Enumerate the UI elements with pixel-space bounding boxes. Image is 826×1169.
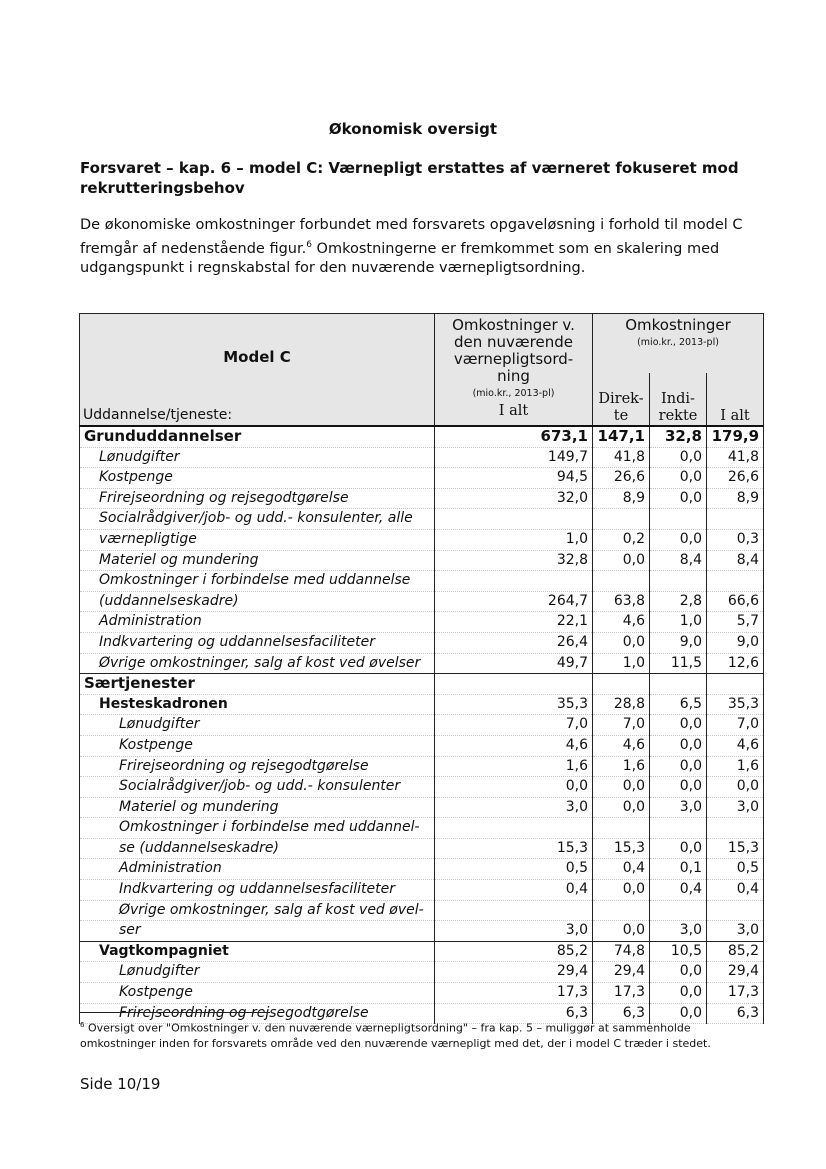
- current-total-label: I alt: [498, 403, 529, 419]
- total-cost-cell: 0,4: [707, 880, 764, 901]
- row-label: Omkostninger i forbindelse med uddannel-: [80, 818, 435, 839]
- row-label: Omkostninger i forbindelse med uddannelse: [80, 571, 435, 592]
- indirect-cost-cell: 0,0: [650, 529, 707, 550]
- indirect-cost-cell: 0,4: [650, 880, 707, 901]
- row-label: Særtjenester: [80, 674, 435, 695]
- total-cost-cell: 4,6: [707, 735, 764, 756]
- current-cost-cell: 7,0: [435, 715, 593, 736]
- cost-group-unit: (mio.kr., 2013-pl): [637, 337, 719, 348]
- footnote: [80, 1018, 750, 1051]
- row-label: Indkvartering og uddannelsesfaciliteter: [80, 880, 435, 901]
- total-cost-cell: 41,8: [707, 447, 764, 468]
- intro-text-b: Omkostningerne er fremkommet som en skalering med udgangspunkt i regnskabstal for den nuværende værnepligtsordning.: [80, 240, 720, 276]
- table-row: [80, 612, 764, 633]
- cost-table: [79, 313, 764, 1024]
- direct-cost-cell: [593, 900, 650, 921]
- indirect-cost-cell: 3,0: [650, 921, 707, 942]
- table-row: [80, 797, 764, 818]
- table-row: [80, 550, 764, 571]
- current-cost-cell: 35,3: [435, 694, 593, 715]
- current-cost-cell: 85,2: [435, 941, 593, 962]
- footnote-divider: [80, 1012, 270, 1013]
- direct-cost-cell: [593, 818, 650, 839]
- section-heading: Forsvaret – kap. 6 – model C: Værnepligt erstattes af værneret fokuseret mod rekrutteringsbehov: [80, 159, 739, 197]
- indirect-cost-cell: 0,0: [650, 838, 707, 859]
- current-cost-cell: 15,3: [435, 838, 593, 859]
- direct-cost-cell: 15,3: [593, 838, 650, 859]
- table-row: [80, 571, 764, 592]
- total-cost-cell: 3,0: [707, 921, 764, 942]
- cost-group-header: [593, 314, 764, 374]
- row-label: Hesteskadronen: [80, 694, 435, 715]
- row-label: ser: [80, 921, 435, 942]
- current-cost-cell: 4,6: [435, 735, 593, 756]
- footnote-text: Oversigt over "Omkostninger v. den nuværende værnepligtsordning" – fra kap. 5 – muliggør at sammenholde omkostninger inden for forsvarets område ved den nuværende værnepligt med det, der i model C træder i stedet.: [80, 1021, 711, 1050]
- total-cost-cell: 0,3: [707, 529, 764, 550]
- indirect-cost-cell: 9,0: [650, 632, 707, 653]
- table-row: [80, 962, 764, 983]
- row-label: Kostpenge: [80, 735, 435, 756]
- total-header: [707, 373, 764, 426]
- page-number: Side 10/19: [80, 1075, 161, 1093]
- row-label: Materiel og mundering: [80, 797, 435, 818]
- row-label: Frirejseordning og rejsegodtgørelse: [80, 488, 435, 509]
- current-cost-cell: 32,8: [435, 550, 593, 571]
- row-label: (uddannelseskadre): [80, 591, 435, 612]
- direct-cost-cell: 4,6: [593, 735, 650, 756]
- table-body: [80, 426, 764, 1024]
- direct-cost-cell: 28,8: [593, 694, 650, 715]
- table-row: [80, 632, 764, 653]
- row-label: Øvrige omkostninger, salg af kost ved øvel-: [80, 900, 435, 921]
- table-row: [80, 818, 764, 839]
- indirect-cost-cell: [650, 818, 707, 839]
- indirect-cost-cell: 10,5: [650, 941, 707, 962]
- direct-cost-cell: 0,2: [593, 529, 650, 550]
- direct-cost-cell: 0,0: [593, 880, 650, 901]
- table-row: [80, 447, 764, 468]
- current-cost-cell: 1,0: [435, 529, 593, 550]
- direct-label: Direk-te: [598, 391, 644, 424]
- total-cost-cell: 17,3: [707, 983, 764, 1004]
- direct-cost-cell: 0,0: [593, 777, 650, 798]
- total-cost-cell: 85,2: [707, 941, 764, 962]
- row-label: se (uddannelseskadre): [80, 838, 435, 859]
- direct-cost-cell: [593, 509, 650, 530]
- indirect-cost-cell: 2,8: [650, 591, 707, 612]
- row-label: Kostpenge: [80, 468, 435, 489]
- direct-cost-cell: 0,0: [593, 550, 650, 571]
- current-cost-cell: [435, 571, 593, 592]
- indirect-cost-cell: 1,0: [650, 612, 707, 633]
- total-cost-cell: [707, 509, 764, 530]
- current-cost-cell: 3,0: [435, 921, 593, 942]
- total-cost-cell: 66,6: [707, 591, 764, 612]
- total-cost-cell: 7,0: [707, 715, 764, 736]
- indirect-cost-cell: 0,0: [650, 488, 707, 509]
- current-cost-unit: (mio.kr., 2013-pl): [472, 388, 555, 399]
- direct-cost-cell: 4,6: [593, 612, 650, 633]
- indirect-cost-cell: 0,0: [650, 983, 707, 1004]
- table-row: [80, 674, 764, 695]
- table-row: [80, 694, 764, 715]
- indirect-header: [650, 373, 707, 426]
- direct-cost-cell: 147,1: [593, 426, 650, 447]
- model-label: Model C: [223, 348, 291, 366]
- indirect-cost-cell: 0,0: [650, 735, 707, 756]
- total-cost-cell: 0,0: [707, 777, 764, 798]
- column-label: Uddannelse/tjeneste:: [83, 407, 233, 423]
- current-cost-cell: 3,0: [435, 797, 593, 818]
- row-label: Øvrige omkostninger, salg af kost ved øvelser: [80, 653, 435, 674]
- total-cost-cell: 1,6: [707, 756, 764, 777]
- direct-cost-cell: 1,6: [593, 756, 650, 777]
- direct-cost-cell: 41,8: [593, 447, 650, 468]
- indirect-cost-cell: 32,8: [650, 426, 707, 447]
- total-cost-cell: [707, 900, 764, 921]
- table-row: [80, 983, 764, 1004]
- direct-cost-cell: [593, 571, 650, 592]
- row-label: Kostpenge: [80, 983, 435, 1004]
- total-cost-cell: 0,5: [707, 859, 764, 880]
- current-cost-cell: 49,7: [435, 653, 593, 674]
- indirect-cost-cell: 0,0: [650, 447, 707, 468]
- page-title: Økonomisk oversigt: [328, 120, 498, 138]
- indirect-cost-cell: 8,4: [650, 550, 707, 571]
- direct-cost-cell: 74,8: [593, 941, 650, 962]
- current-cost-cell: 149,7: [435, 447, 593, 468]
- row-label: Administration: [80, 612, 435, 633]
- total-cost-cell: [707, 818, 764, 839]
- current-cost-cell: 17,3: [435, 983, 593, 1004]
- direct-cost-cell: 7,0: [593, 715, 650, 736]
- row-label: Frirejseordning og rejsegodtgørelse: [80, 756, 435, 777]
- indirect-cost-cell: 0,0: [650, 777, 707, 798]
- table-row: [80, 880, 764, 901]
- current-cost-cell: 29,4: [435, 962, 593, 983]
- total-cost-cell: 8,9: [707, 488, 764, 509]
- direct-cost-cell: 0,0: [593, 632, 650, 653]
- row-label: Indkvartering og uddannelsesfaciliteter: [80, 632, 435, 653]
- table-row: [80, 426, 764, 447]
- row-label: Frirejseordning og rejsegodtgørelse: [80, 1003, 435, 1024]
- row-label: Administration: [80, 859, 435, 880]
- total-cost-cell: 3,0: [707, 797, 764, 818]
- indirect-cost-cell: [650, 674, 707, 695]
- total-cost-cell: 15,3: [707, 838, 764, 859]
- indirect-cost-cell: 6,5: [650, 694, 707, 715]
- current-cost-header: [435, 314, 593, 427]
- total-cost-cell: 26,6: [707, 468, 764, 489]
- direct-cost-cell: 26,6: [593, 468, 650, 489]
- table-row: [80, 653, 764, 674]
- table-header-row: [80, 314, 764, 374]
- indirect-cost-cell: 0,0: [650, 468, 707, 489]
- total-cost-cell: 12,6: [707, 653, 764, 674]
- direct-cost-cell: 0,0: [593, 921, 650, 942]
- direct-cost-cell: 0,4: [593, 859, 650, 880]
- indirect-cost-cell: 0,0: [650, 1003, 707, 1024]
- direct-cost-cell: 1,0: [593, 653, 650, 674]
- current-cost-cell: 264,7: [435, 591, 593, 612]
- row-label: Materiel og mundering: [80, 550, 435, 571]
- direct-cost-cell: 0,0: [593, 797, 650, 818]
- direct-cost-cell: 6,3: [593, 1003, 650, 1024]
- indirect-cost-cell: [650, 900, 707, 921]
- table-row: [80, 468, 764, 489]
- table-row: [80, 900, 764, 921]
- current-cost-cell: [435, 509, 593, 530]
- table-row: [80, 488, 764, 509]
- intro-text-a: De økonomiske omkostninger forbundet med forsvarets opgaveløsning i forhold til model C fremgår af nedenstående figur.: [80, 217, 743, 257]
- indirect-cost-cell: 0,1: [650, 859, 707, 880]
- current-cost-cell: 32,0: [435, 488, 593, 509]
- intro-paragraph: [80, 216, 752, 278]
- current-cost-cell: 6,3: [435, 1003, 593, 1024]
- total-cost-cell: 5,7: [707, 612, 764, 633]
- row-label: Lønudgifter: [80, 962, 435, 983]
- total-cost-cell: [707, 571, 764, 592]
- current-cost-cell: 0,0: [435, 777, 593, 798]
- direct-cost-cell: 29,4: [593, 962, 650, 983]
- indirect-cost-cell: 0,0: [650, 756, 707, 777]
- current-cost-cell: 1,6: [435, 756, 593, 777]
- table-row: [80, 735, 764, 756]
- current-cost-cell: [435, 818, 593, 839]
- indirect-cost-cell: 0,0: [650, 715, 707, 736]
- direct-header: [593, 373, 650, 426]
- table-row: [80, 941, 764, 962]
- table-row: [80, 859, 764, 880]
- indirect-cost-cell: 11,5: [650, 653, 707, 674]
- table-row: [80, 509, 764, 530]
- cost-group-title: Omkostninger: [625, 316, 731, 334]
- current-cost-cell: 22,1: [435, 612, 593, 633]
- direct-cost-cell: 63,8: [593, 591, 650, 612]
- table-row: [80, 715, 764, 736]
- indirect-cost-cell: [650, 509, 707, 530]
- current-cost-title: Omkostninger v. den nuværende værnepligtsord-ning: [452, 316, 575, 385]
- direct-cost-cell: [593, 674, 650, 695]
- footnote-number: 6: [80, 1021, 85, 1029]
- indirect-cost-cell: 3,0: [650, 797, 707, 818]
- table-row: [80, 777, 764, 798]
- cost-table-container: [79, 313, 763, 1024]
- total-cost-cell: 29,4: [707, 962, 764, 983]
- indirect-cost-cell: 0,0: [650, 962, 707, 983]
- total-cost-cell: 6,3: [707, 1003, 764, 1024]
- row-label: Lønudgifter: [80, 715, 435, 736]
- row-label: Lønudgifter: [80, 447, 435, 468]
- model-header-cell: [80, 314, 435, 427]
- table-row: [80, 529, 764, 550]
- total-label: I alt: [720, 408, 750, 424]
- current-cost-cell: [435, 674, 593, 695]
- footnote-ref[interactable]: 6: [306, 239, 312, 250]
- row-label: Socialrådgiver/job- og udd.- konsulenter, alle: [80, 509, 435, 530]
- table-row: [80, 591, 764, 612]
- total-cost-cell: 35,3: [707, 694, 764, 715]
- current-cost-cell: 0,5: [435, 859, 593, 880]
- total-cost-cell: 8,4: [707, 550, 764, 571]
- total-cost-cell: [707, 674, 764, 695]
- row-label: Grunduddannelser: [80, 426, 435, 447]
- indirect-cost-cell: [650, 571, 707, 592]
- indirect-label: Indi-rekte: [658, 391, 698, 424]
- current-cost-cell: 26,4: [435, 632, 593, 653]
- current-cost-cell: 673,1: [435, 426, 593, 447]
- total-cost-cell: 179,9: [707, 426, 764, 447]
- table-row: [80, 838, 764, 859]
- row-label: Vagtkompagniet: [80, 941, 435, 962]
- row-label: værnepligtige: [80, 529, 435, 550]
- row-label: Socialrådgiver/job- og udd.- konsulenter: [80, 777, 435, 798]
- table-row: [80, 756, 764, 777]
- direct-cost-cell: 8,9: [593, 488, 650, 509]
- total-cost-cell: 9,0: [707, 632, 764, 653]
- current-cost-cell: 94,5: [435, 468, 593, 489]
- current-cost-cell: [435, 900, 593, 921]
- table-row: [80, 921, 764, 942]
- current-cost-cell: 0,4: [435, 880, 593, 901]
- direct-cost-cell: 17,3: [593, 983, 650, 1004]
